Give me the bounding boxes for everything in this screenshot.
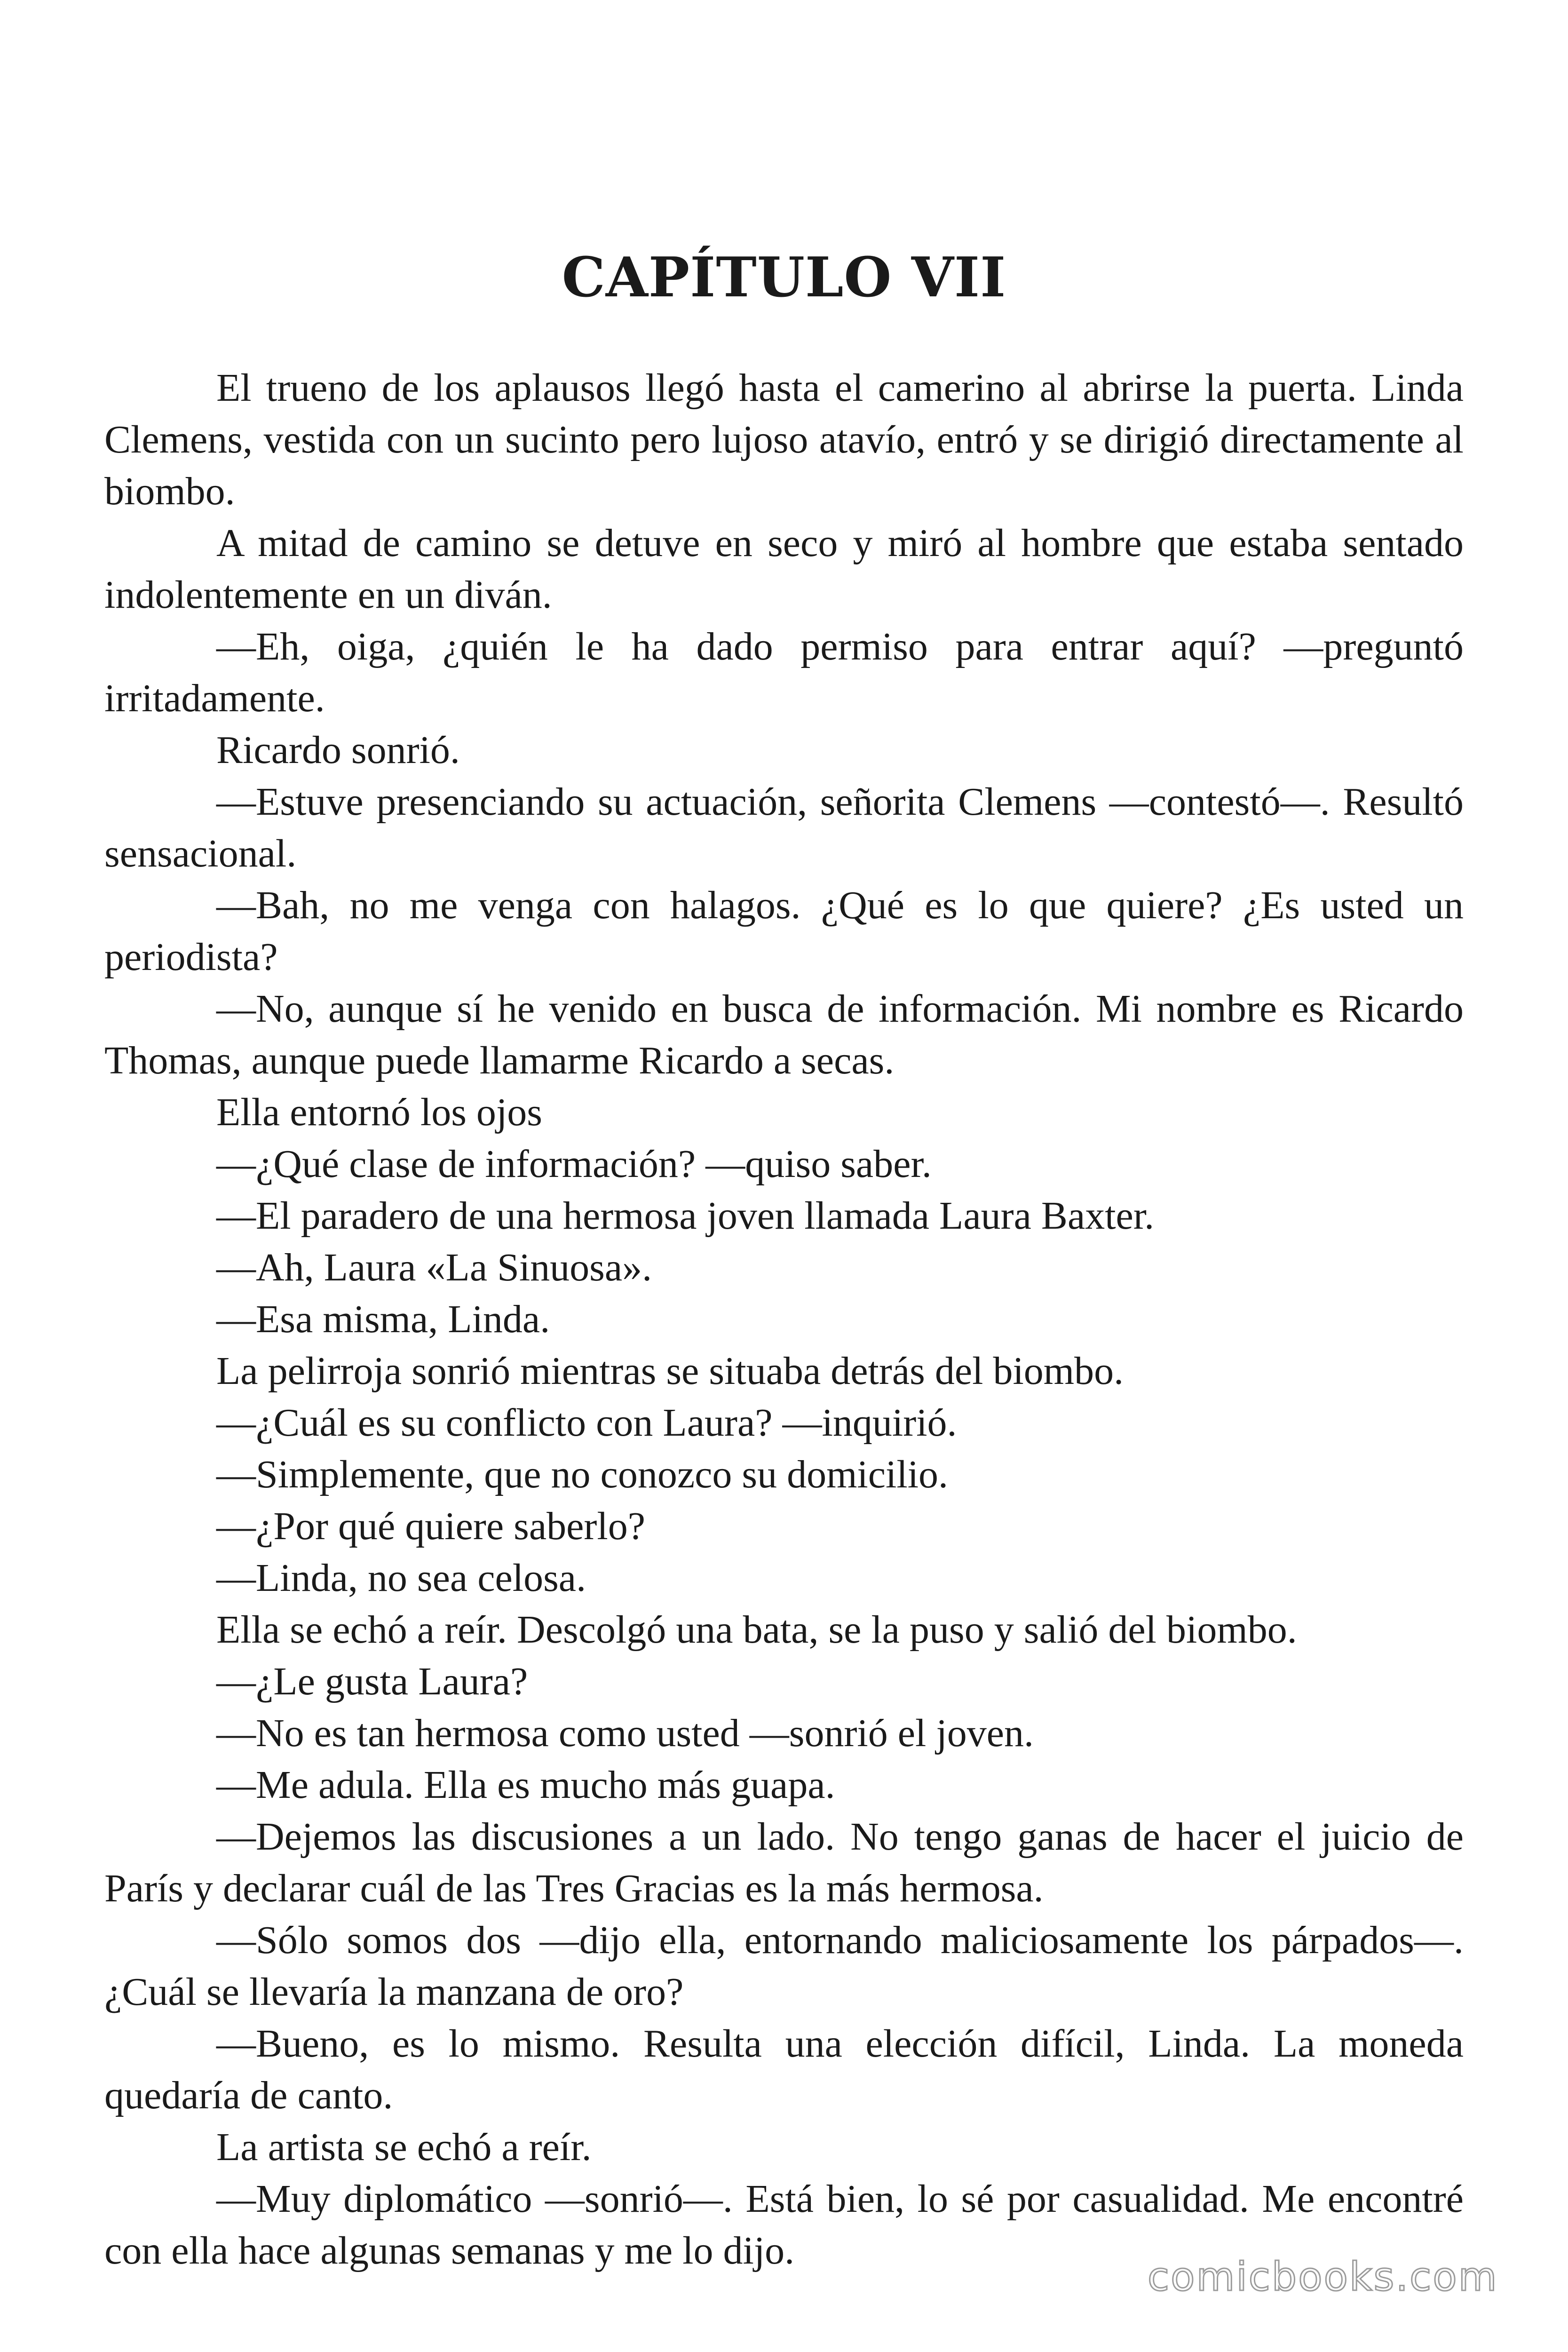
paragraph: —Estuve presenciando su actuación, señorita Clemens —contestó—. Resultó sensacional. — [104, 780, 1464, 875]
chapter-text — [104, 362, 1464, 2277]
paragraph: La pelirroja sonrió mientras se situaba detrás del biombo. — [216, 1349, 1124, 1393]
paragraph: —No es tan hermosa como usted —sonrió el joven. — [216, 1711, 1034, 1755]
paragraph: La artista se echó a reír. — [216, 2125, 592, 2169]
paragraph: Ricardo sonrió. — [216, 728, 460, 772]
paragraph: —Me adula. Ella es mucho más guapa. — [216, 1763, 835, 1807]
paragraph: A mitad de camino se detuve en seco y miró al hombre que estaba sentado indolentemente en un diván. — [104, 521, 1464, 617]
paragraph: Ella entornó los ojos — [216, 1090, 542, 1134]
paragraph: —Ah, Laura «La Sinuosa». — [216, 1246, 652, 1289]
chapter-title: CAPÍTULO VII — [562, 246, 1006, 310]
paragraph: —¿Cuál es su conflicto con Laura? —inquirió. — [216, 1401, 957, 1445]
paragraph: El trueno de los aplausos llegó hasta el camerino al abrirse la puerta. Linda Clemens, vestida con un sucinto pero lujoso atavío, entró y se dirigió directamente al biombo. — [104, 366, 1464, 513]
paragraph: —Simplemente, que no conozco su domicilio. — [216, 1453, 949, 1496]
paragraph: —¿Qué clase de información? —quiso saber. — [216, 1142, 932, 1186]
paragraph: —No, aunque sí he venido en busca de información. Mi nombre es Ricardo Thomas, aunque puede llamarme Ricardo a secas. — [104, 987, 1464, 1082]
paragraph: —Linda, no sea celosa. — [216, 1556, 586, 1600]
paragraph: —Esa misma, Linda. — [216, 1297, 550, 1341]
paragraph: —Eh, oiga, ¿quién le ha dado permiso para entrar aquí? —preguntó irritadamente. — [104, 625, 1464, 720]
paragraph: Ella se echó a reír. Descolgó una bata, se la puso y salió del biombo. — [216, 1608, 1297, 1652]
paragraph: —¿Por qué quiere saberlo? — [216, 1504, 645, 1548]
paragraph: —Sólo somos dos —dijo ella, entornando maliciosamente los párpados—. ¿Cuál se llevaría la manzana de oro? — [104, 1918, 1464, 2014]
paragraph: —Bah, no me venga con halagos. ¿Qué es lo que quiere? ¿Es usted un periodista? — [104, 883, 1464, 979]
paragraph: —Dejemos las discusiones a un lado. No tengo ganas de hacer el juicio de París y declarar cuál de las Tres Gracias es la más hermosa. — [104, 1815, 1464, 1910]
watermark: comicbooks.com — [1148, 2254, 1498, 2300]
paragraph: —Muy diplomático —sonrió—. Está bien, lo sé por casualidad. Me encontré con ella hace algunas semanas y me lo dijo. — [104, 2177, 1464, 2273]
paragraph: —El paradero de una hermosa joven llamada Laura Baxter. — [216, 1194, 1155, 1238]
paragraph: —¿Le gusta Laura? — [216, 1660, 528, 1703]
paragraph: —Bueno, es lo mismo. Resulta una elección difícil, Linda. La moneda quedaría de canto. — [104, 2022, 1464, 2117]
